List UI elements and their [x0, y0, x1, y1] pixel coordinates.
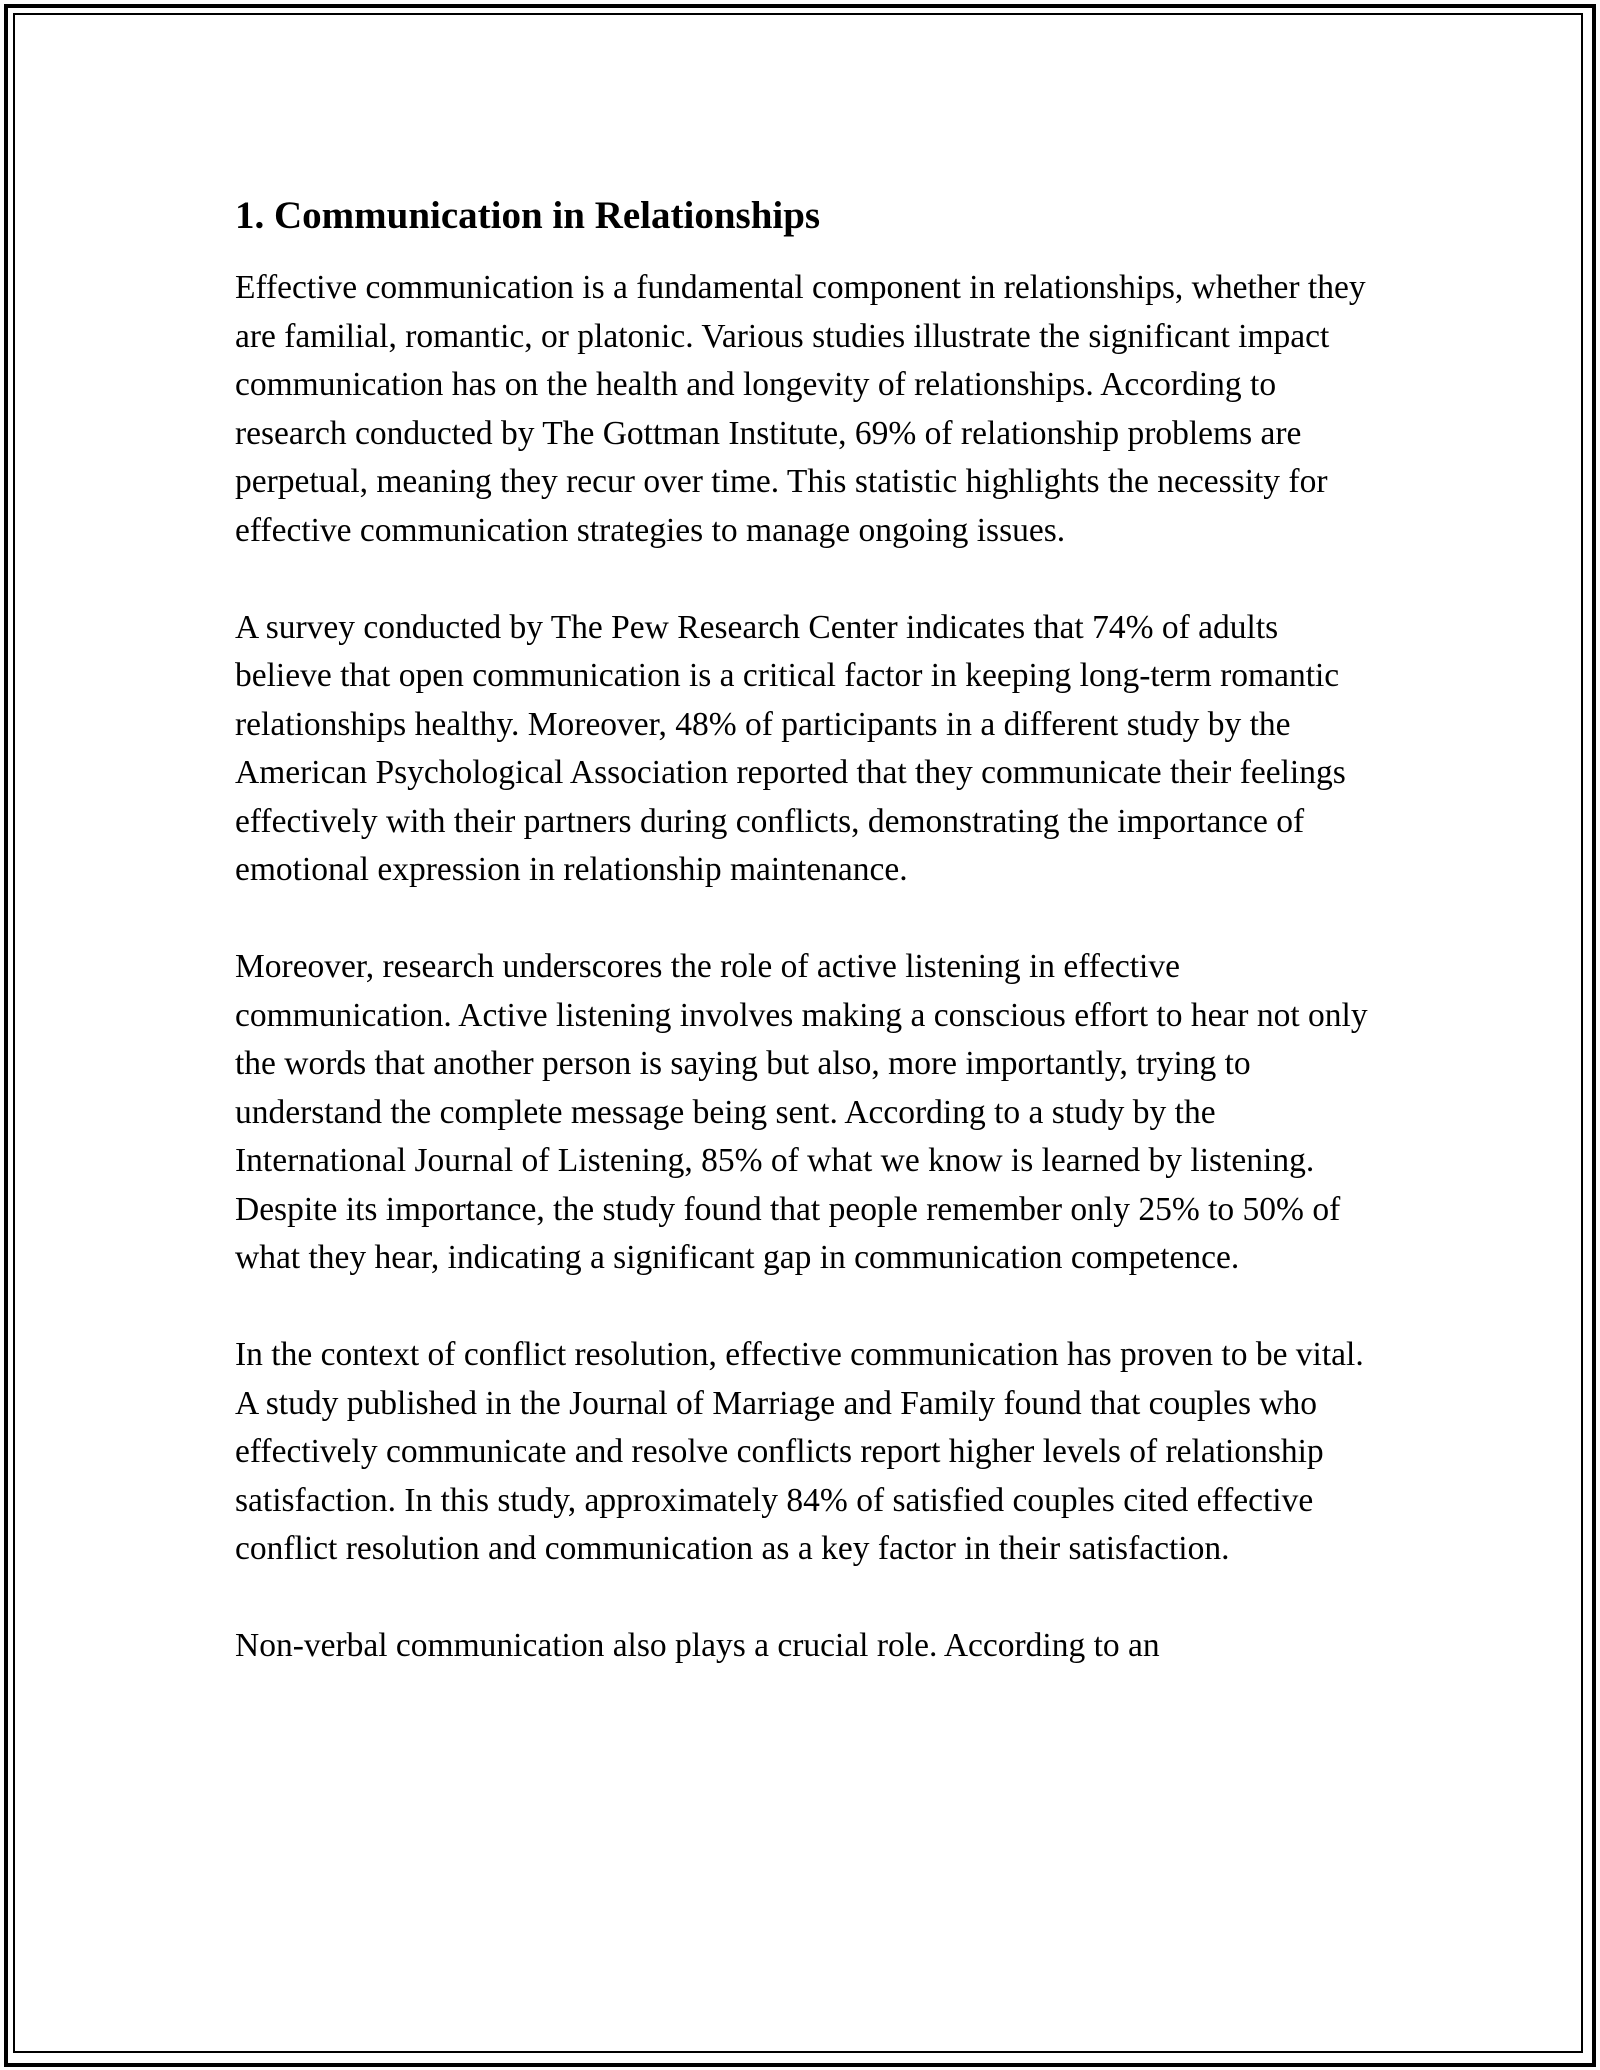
- paragraph-5: Non-verbal communication also plays a crucial role. According to an: [235, 1627, 1160, 1664]
- paragraph-1: Effective communication is a fundamental component in relationships, whether they are familial, romantic, or platonic. Various studies illustrate the significant impact communication has on the health and longevity of relationships. According to research conducted by The Gottman Institute, 69% of relationship problems are perpetual, meaning they recur over time. This statistic highlights the necessity for effective communication strategies to manage ongoing issues.: [235, 269, 1366, 549]
- paragraph-4: In the context of conflict resolution, effective communication has proven to be vital. A study published in the Journal of Marriage and Family found that couples who effectively communicate and resolve conflicts report higher levels of relationship satisfaction. In this study, approximately 84% of satisfied couples cited effective conflict resolution and communication as a key factor in their satisfaction.: [235, 1336, 1364, 1567]
- document-body: [235, 190, 1375, 1671]
- paragraph-3: Moreover, research underscores the role of active listening in effective communication. Active listening involves making a conscious effort to hear not only the words that another person is saying but also, more importantly, trying to understand the complete message being sent. According to a study by the International Journal of Listening, 85% of what we know is learned by listening. Despite its importance, the study found that people remember only 25% to 50% of what they hear, indicating a significant gap in communication competence.: [235, 948, 1368, 1276]
- paragraph-2: A survey conducted by The Pew Research Center indicates that 74% of adults believe that open communication is a critical factor in keeping long-term romantic relationships healthy. Moreover, 48% of participants in a different study by the American Psychological Association reported that they communicate their feelings effectively with their partners during conflicts, demonstrating the importance of emotional expression in relationship maintenance.: [235, 608, 1346, 888]
- section-heading: 1. Communication in Relationships: [235, 194, 821, 237]
